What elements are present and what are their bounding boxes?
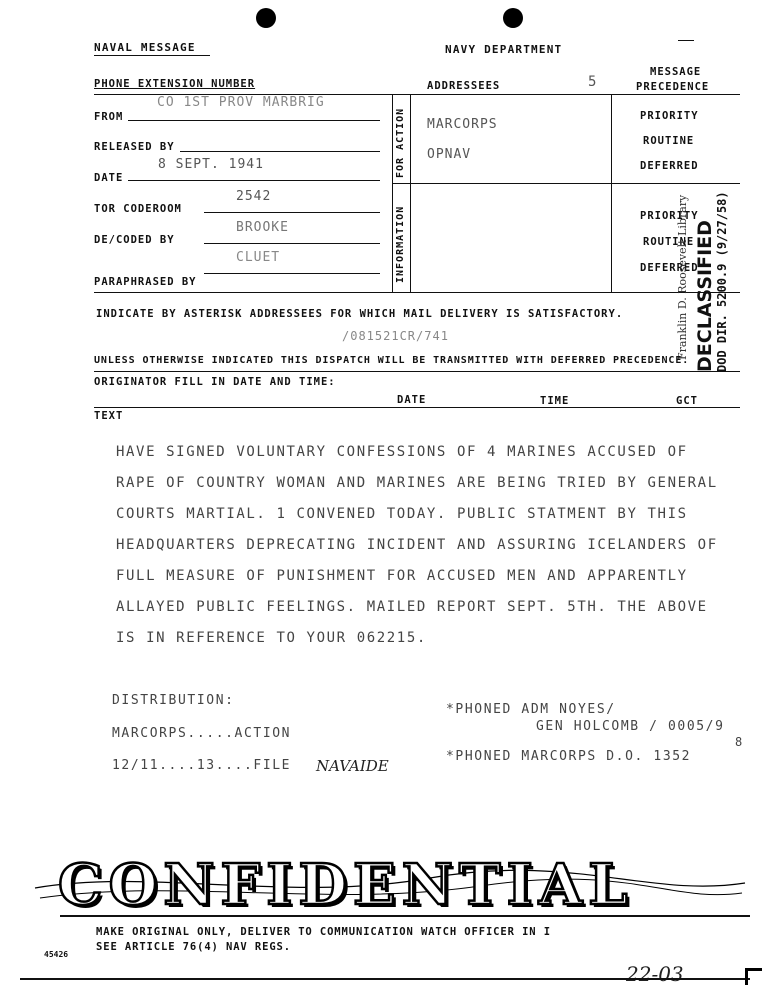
handwritten-page-number: 22-03 xyxy=(626,962,684,986)
time-column-label: TIME xyxy=(540,395,570,407)
paraphrased-value: CLUET xyxy=(236,250,281,265)
decoded-line xyxy=(204,243,380,244)
handwritten-navaide: NAVAIDE xyxy=(316,757,389,775)
paraphrased-line xyxy=(204,273,380,274)
message-line: HEADQUARTERS DEPRECATING INCIDENT AND ASSURING ICELANDERS OF xyxy=(116,537,718,553)
text-top-rule xyxy=(94,407,740,408)
header-underline xyxy=(94,55,210,56)
message-label: MESSAGE xyxy=(650,66,702,78)
action-deferred: DEFERRED xyxy=(640,160,699,172)
gct-column-label: GCT xyxy=(676,395,698,407)
bottom-edge-rule xyxy=(20,978,750,980)
message-line: ALLAYED PUBLIC FEELINGS. MAILED REPORT SEPT. 5TH. THE ABOVE xyxy=(116,599,708,615)
from-line xyxy=(128,120,380,121)
footer-delivery-note: MAKE ORIGINAL ONLY, DELIVER TO COMMUNICATION WATCH OFFICER IN I xyxy=(96,926,551,938)
precedence-label: PRECEDENCE xyxy=(636,81,710,93)
form-number: 45426 xyxy=(44,950,69,959)
message-line: COURTS MARTIAL. 1 CONVENED TODAY. PUBLIC STATMENT BY THIS xyxy=(116,506,688,522)
punch-hole-right xyxy=(503,8,523,28)
header-dash-mark xyxy=(678,40,694,41)
date-line xyxy=(128,180,380,181)
distribution-action-line: MARCORPS.....ACTION xyxy=(112,726,292,741)
navy-department-title: NAVY DEPARTMENT xyxy=(445,43,563,56)
phoned-holcomb: GEN HOLCOMB / 0005/9 xyxy=(536,719,725,734)
tor-coderoom-label: TOR CODEROOM xyxy=(94,203,182,215)
unless-underline xyxy=(94,371,740,372)
asterisk-note: INDICATE BY ASTERISK ADDRESSEES FOR WHICH MAIL DELIVERY IS SATISFACTORY. xyxy=(96,308,624,320)
phoned-holcomb-mark: 8 xyxy=(735,735,744,749)
message-line: FULL MEASURE OF PUNISHMENT FOR ACCUSED MEN AND APPARENTLY xyxy=(116,568,688,584)
date-column-label: DATE xyxy=(397,394,427,406)
precedence-col-left xyxy=(611,94,612,292)
message-text xyxy=(116,444,736,661)
phoned-noyes: *PHONED ADM NOYES/ xyxy=(446,702,616,717)
tor-value: 2542 xyxy=(236,189,272,204)
bottom-right-mark xyxy=(745,968,762,985)
action-info-divider xyxy=(392,183,740,184)
info-routine: ROUTINE xyxy=(643,236,695,248)
library-stamp: Franklin D. Roosevelt Library xyxy=(676,194,689,360)
naval-message-title: NAVAL MESSAGE xyxy=(94,41,196,54)
from-value: CO 1ST PROV MARBRIG xyxy=(157,95,325,110)
distribution-file-line: 12/11....13....FILE xyxy=(112,758,292,773)
info-deferred: DEFERRED xyxy=(640,262,699,274)
form-mid-rule xyxy=(94,292,740,293)
released-by-line xyxy=(180,151,380,152)
message-line: RAPE OF COUNTRY WOMAN AND MARINES ARE BEING TRIED BY GENERAL xyxy=(116,475,718,491)
from-label: FROM xyxy=(94,111,124,123)
phone-extension-label: PHONE EXTENSION NUMBER xyxy=(94,78,256,90)
information-side-label: INFORMATION xyxy=(395,205,406,283)
deferred-precedence-note: UNLESS OTHERWISE INDICATED THIS DISPATCH WILL BE TRANSMITTED WITH DEFERRED PRECEDENCE. xyxy=(94,355,690,366)
phoned-marcorps: *PHONED MARCORPS D.O. 1352 xyxy=(446,749,692,764)
info-priority: PRIORITY xyxy=(640,210,699,222)
confidential-stamp: CONFIDENTIAL xyxy=(58,852,634,918)
for-action-side-label: FOR ACTION xyxy=(395,107,406,178)
action-col-left xyxy=(392,94,393,292)
action-priority: PRIORITY xyxy=(640,110,699,122)
action-routine: ROUTINE xyxy=(643,135,695,147)
dod-dir-stamp: DOD DIR. 5200.9 (9/27/58) xyxy=(715,191,729,372)
paraphrased-by-label: PARAPHRASED BY xyxy=(94,276,197,288)
text-label: TEXT xyxy=(94,410,124,422)
tor-line xyxy=(204,212,380,213)
originator-note: ORIGINATOR FILL IN DATE AND TIME: xyxy=(94,376,336,388)
footer-article-note: SEE ARTICLE 76(4) NAV REGS. xyxy=(96,941,291,953)
action-addressee-opnav: OPNAV xyxy=(427,147,472,162)
released-by-label: RELEASED BY xyxy=(94,141,175,153)
punch-hole-left xyxy=(256,8,276,28)
confidential-rule xyxy=(60,915,750,917)
addressees-label: ADDRESSEES xyxy=(427,80,501,92)
date-label: DATE xyxy=(94,172,124,184)
date-value: 8 SEPT. 1941 xyxy=(158,157,264,172)
declassified-stamp: DECLASSIFIED xyxy=(694,220,716,372)
decoded-by-label: DE/CODED BY xyxy=(94,234,175,246)
distribution-label: DISTRIBUTION: xyxy=(112,693,235,708)
message-line: IS IN REFERENCE TO YOUR 062215. xyxy=(116,630,427,646)
message-line: HAVE SIGNED VOLUNTARY CONFESSIONS OF 4 MARINES ACCUSED OF xyxy=(116,444,688,460)
action-addressee-marcorps: MARCORPS xyxy=(427,117,498,132)
page-mark: 5 xyxy=(588,74,598,90)
action-col-right xyxy=(410,94,411,292)
date-time-group: /081521CR/741 xyxy=(342,329,449,343)
decoded-value: BROOKE xyxy=(236,220,289,235)
